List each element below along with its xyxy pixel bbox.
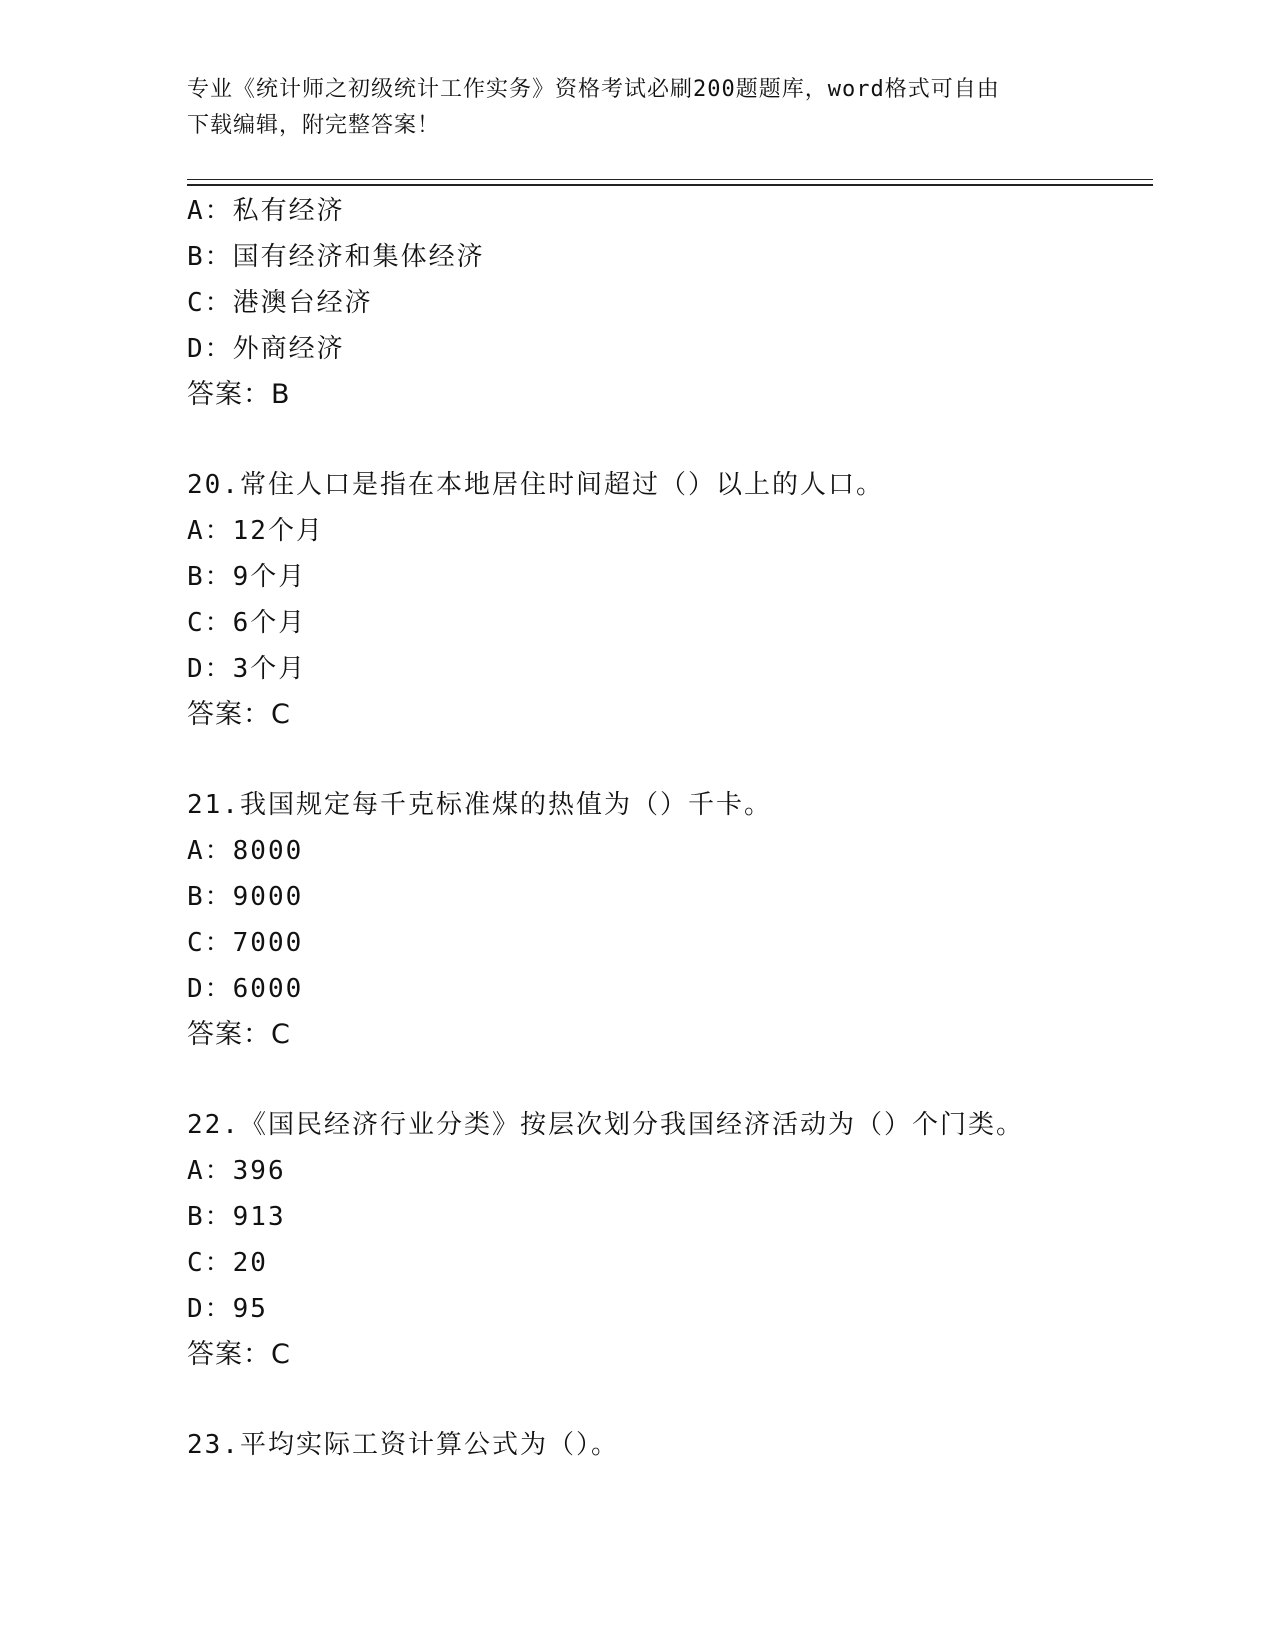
option-b: B：国有经济和集体经济 bbox=[187, 242, 485, 272]
question-block bbox=[187, 188, 1147, 418]
answer-line: 答案：C bbox=[187, 1339, 291, 1370]
option-d: D：6000 bbox=[187, 974, 304, 1004]
option-c: C：港澳台经济 bbox=[187, 288, 373, 318]
header-rule-thin bbox=[187, 179, 1153, 180]
document-header bbox=[187, 72, 1067, 144]
header-line-1: 专业《统计师之初级统计工作实务》资格考试必刷200题题库，word格式可自由 bbox=[187, 77, 1000, 102]
option-a: A：396 bbox=[187, 1156, 286, 1186]
header-rule-thick bbox=[187, 184, 1153, 186]
option-a: A：12个月 bbox=[187, 516, 324, 546]
option-b: B：9000 bbox=[187, 882, 304, 912]
option-d: D：外商经济 bbox=[187, 334, 345, 364]
option-c: C：7000 bbox=[187, 928, 304, 958]
option-d: D：3个月 bbox=[187, 654, 307, 684]
question-block bbox=[187, 782, 1147, 1058]
answer-line: 答案：B bbox=[187, 379, 291, 410]
question-list bbox=[187, 188, 1147, 1468]
question-stem: 22.《国民经济行业分类》按层次划分我国经济活动为（）个门类。 bbox=[187, 1110, 1024, 1140]
question-block bbox=[187, 462, 1147, 738]
option-d: D：95 bbox=[187, 1294, 268, 1324]
question-stem: 21.我国规定每千克标准煤的热值为（）千卡。 bbox=[187, 790, 772, 820]
question-stem: 20.常住人口是指在本地居住时间超过（）以上的人口。 bbox=[187, 470, 884, 500]
option-c: C：6个月 bbox=[187, 608, 307, 638]
option-c: C：20 bbox=[187, 1248, 268, 1278]
option-b: B：913 bbox=[187, 1202, 286, 1232]
option-b: B：9个月 bbox=[187, 562, 307, 592]
option-a: A：8000 bbox=[187, 836, 304, 866]
question-block bbox=[187, 1422, 1147, 1468]
header-line-2: 下载编辑，附完整答案！ bbox=[187, 113, 441, 138]
answer-line: 答案：C bbox=[187, 699, 291, 730]
question-block bbox=[187, 1102, 1147, 1378]
answer-line: 答案：C bbox=[187, 1019, 291, 1050]
option-a: A：私有经济 bbox=[187, 196, 345, 226]
question-stem: 23.平均实际工资计算公式为（）。 bbox=[187, 1430, 619, 1460]
